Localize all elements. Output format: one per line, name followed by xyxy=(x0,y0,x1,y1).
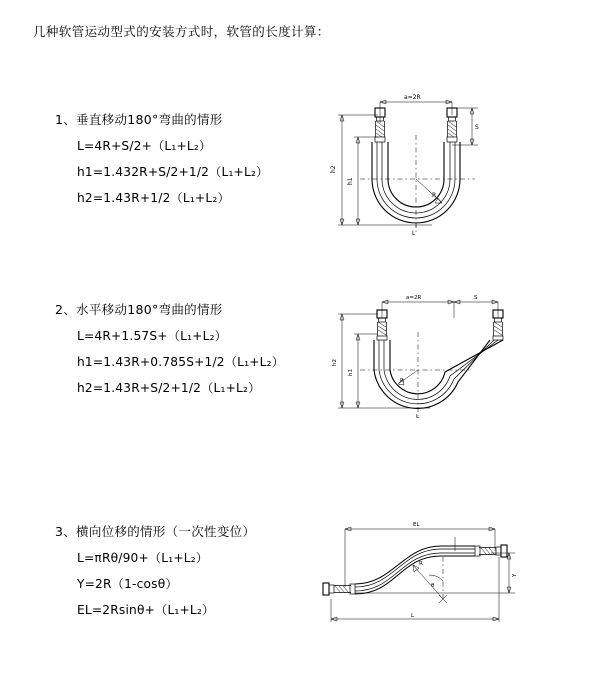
section-2-figure xyxy=(320,282,530,432)
svg-text:L: L xyxy=(412,230,416,237)
svg-text:θ: θ xyxy=(431,583,435,589)
svg-text:S: S xyxy=(474,295,478,301)
section-3-text xyxy=(55,522,305,627)
section-2-formula-2: h1=1.43R+0.785S+1/2（L₁+L₂） xyxy=(77,355,285,369)
svg-text:S: S xyxy=(475,124,479,131)
svg-text:L: L xyxy=(416,414,420,420)
section-2-formula-3: h2=1.43R+S/2+1/2（L₁+L₂） xyxy=(77,381,261,395)
svg-text:L: L xyxy=(411,613,415,619)
horizontal-180-bend-diagram xyxy=(320,282,530,432)
page-title: 几种软管运动型式的安装方式时，软管的长度计算： xyxy=(33,24,330,39)
section-2-text xyxy=(55,300,305,405)
svg-text:h2: h2 xyxy=(330,165,337,173)
section-1-formula-2: h1=1.432R+S/2+1/2（L₁+L₂） xyxy=(77,165,269,179)
svg-text:h2: h2 xyxy=(332,359,338,366)
section-1-title: 1、垂直移动180°弯曲的情形 xyxy=(55,112,223,127)
svg-text:R: R xyxy=(400,378,404,384)
vertical-180-bend-diagram xyxy=(320,75,520,265)
section-1-text xyxy=(55,110,305,215)
svg-text:h1: h1 xyxy=(347,177,354,185)
section-2-formula-1: L=4R+1.57S+（L₁+L₂） xyxy=(77,329,228,343)
section-1 xyxy=(55,94,575,270)
section-2-title: 2、水平移动180°弯曲的情形 xyxy=(55,302,223,317)
svg-text:a=2R: a=2R xyxy=(406,295,422,301)
section-3-formula-1: L=πRθ/90+（L₁+L₂） xyxy=(77,551,209,565)
lateral-offset-diagram xyxy=(295,507,525,637)
section-3 xyxy=(55,522,575,662)
section-2 xyxy=(55,295,575,460)
section-3-formula-2: Y=2R（1-cosθ） xyxy=(77,577,178,591)
svg-text:EL: EL xyxy=(413,522,420,528)
section-3-formula-3: EL=2Rsinθ+（L₁+L₂） xyxy=(77,603,215,617)
section-3-figure xyxy=(295,507,525,637)
section-3-title: 3、横向位移的情形（一次性变位） xyxy=(55,524,256,539)
svg-text:Y: Y xyxy=(512,573,518,577)
svg-text:a=2R: a=2R xyxy=(404,94,421,101)
svg-text:h1: h1 xyxy=(348,369,354,376)
section-1-figure xyxy=(320,75,520,265)
svg-text:R: R xyxy=(432,192,437,199)
section-1-formula-3: h2=1.43R+1/2（L₁+L₂） xyxy=(77,191,230,205)
section-1-formula-1: L=4R+S/2+（L₁+L₂） xyxy=(77,139,212,153)
svg-text:R: R xyxy=(419,561,423,567)
